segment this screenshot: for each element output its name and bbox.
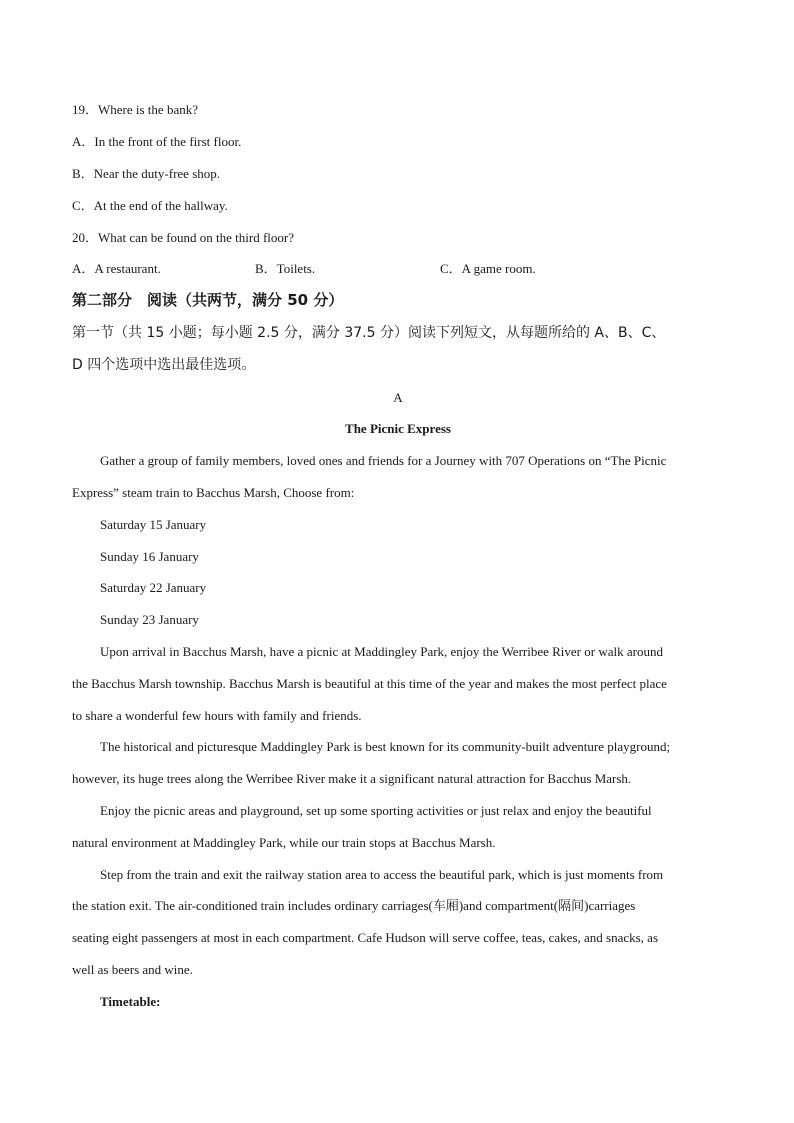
section-heading: 第二部分 阅读（共两节，满分 50 分） bbox=[72, 291, 344, 309]
q19-option-b: B．Near the duty-free shop. bbox=[72, 166, 221, 181]
q19-stem: 19．Where is the bank? bbox=[72, 102, 198, 117]
paragraph-3-line-1: The historical and picturesque Maddingley Park is best known for its community-built adventure playground; bbox=[100, 739, 671, 754]
paragraph-1-line-2: Express” steam train to Bacchus Marsh, Choose from: bbox=[72, 485, 355, 500]
paragraph-5-line-2: the station exit. The air-conditioned train includes ordinary carriages(车厢)and compartment(隔间)carriages bbox=[72, 898, 636, 913]
q20-option-b: B．Toilets. bbox=[255, 261, 316, 276]
paragraph-5-line-1: Step from the train and exit the railway station area to access the beautiful park, which is just moments from bbox=[100, 867, 664, 882]
date-item: Saturday 15 January bbox=[100, 517, 207, 532]
q20-option-c: C．A game room. bbox=[440, 261, 536, 276]
paragraph-5-line-3: seating eight passengers at most in each compartment. Cafe Hudson will serve coffee, teas, cakes, and snacks, as bbox=[72, 930, 659, 945]
section-instruction-line2: D 四个选项中选出最佳选项。 bbox=[72, 357, 256, 373]
paragraph-2-line-2: the Bacchus Marsh township. Bacchus Marsh is beautiful at this time of the year and makes the most perfect place bbox=[72, 676, 667, 691]
paragraph-1-line-1: Gather a group of family members, loved ones and friends for a Journey with 707 Operations on “The Picnic bbox=[100, 453, 667, 468]
section-instruction-line1: 第一节（共 15 小题；每小题 2.5 分，满分 37.5 分）阅读下列短文，从每题所给的 A、B、C、 bbox=[72, 325, 666, 341]
paragraph-5-line-4: well as beers and wine. bbox=[72, 962, 193, 977]
paragraph-4-line-1: Enjoy the picnic areas and playground, set up some sporting activities or just relax and enjoy the beautiful bbox=[100, 803, 652, 818]
q20-option-a: A．A restaurant. bbox=[72, 261, 161, 276]
q20-stem: 20．What can be found on the third floor? bbox=[72, 230, 295, 245]
paragraph-3-line-2: however, its huge trees along the Werribee River make it a significant natural attraction for Bacchus Marsh. bbox=[72, 771, 632, 786]
q19-option-c: C．At the end of the hallway. bbox=[72, 198, 228, 213]
q19-option-a: A．In the front of the first floor. bbox=[72, 134, 242, 149]
timetable-label: Timetable: bbox=[100, 994, 161, 1009]
date-item: Sunday 16 January bbox=[100, 549, 199, 564]
date-item: Sunday 23 January bbox=[100, 612, 199, 627]
paragraph-2-line-3: to share a wonderful few hours with family and friends. bbox=[72, 708, 362, 723]
date-item: Saturday 22 January bbox=[100, 580, 207, 595]
paragraph-2-line-1: Upon arrival in Bacchus Marsh, have a picnic at Maddingley Park, enjoy the Werribee River or walk around bbox=[100, 644, 663, 659]
passage-letter: A bbox=[393, 390, 403, 405]
paragraph-4-line-2: natural environment at Maddingley Park, while our train stops at Bacchus Marsh. bbox=[72, 835, 496, 850]
passage-title: The Picnic Express bbox=[345, 421, 451, 436]
